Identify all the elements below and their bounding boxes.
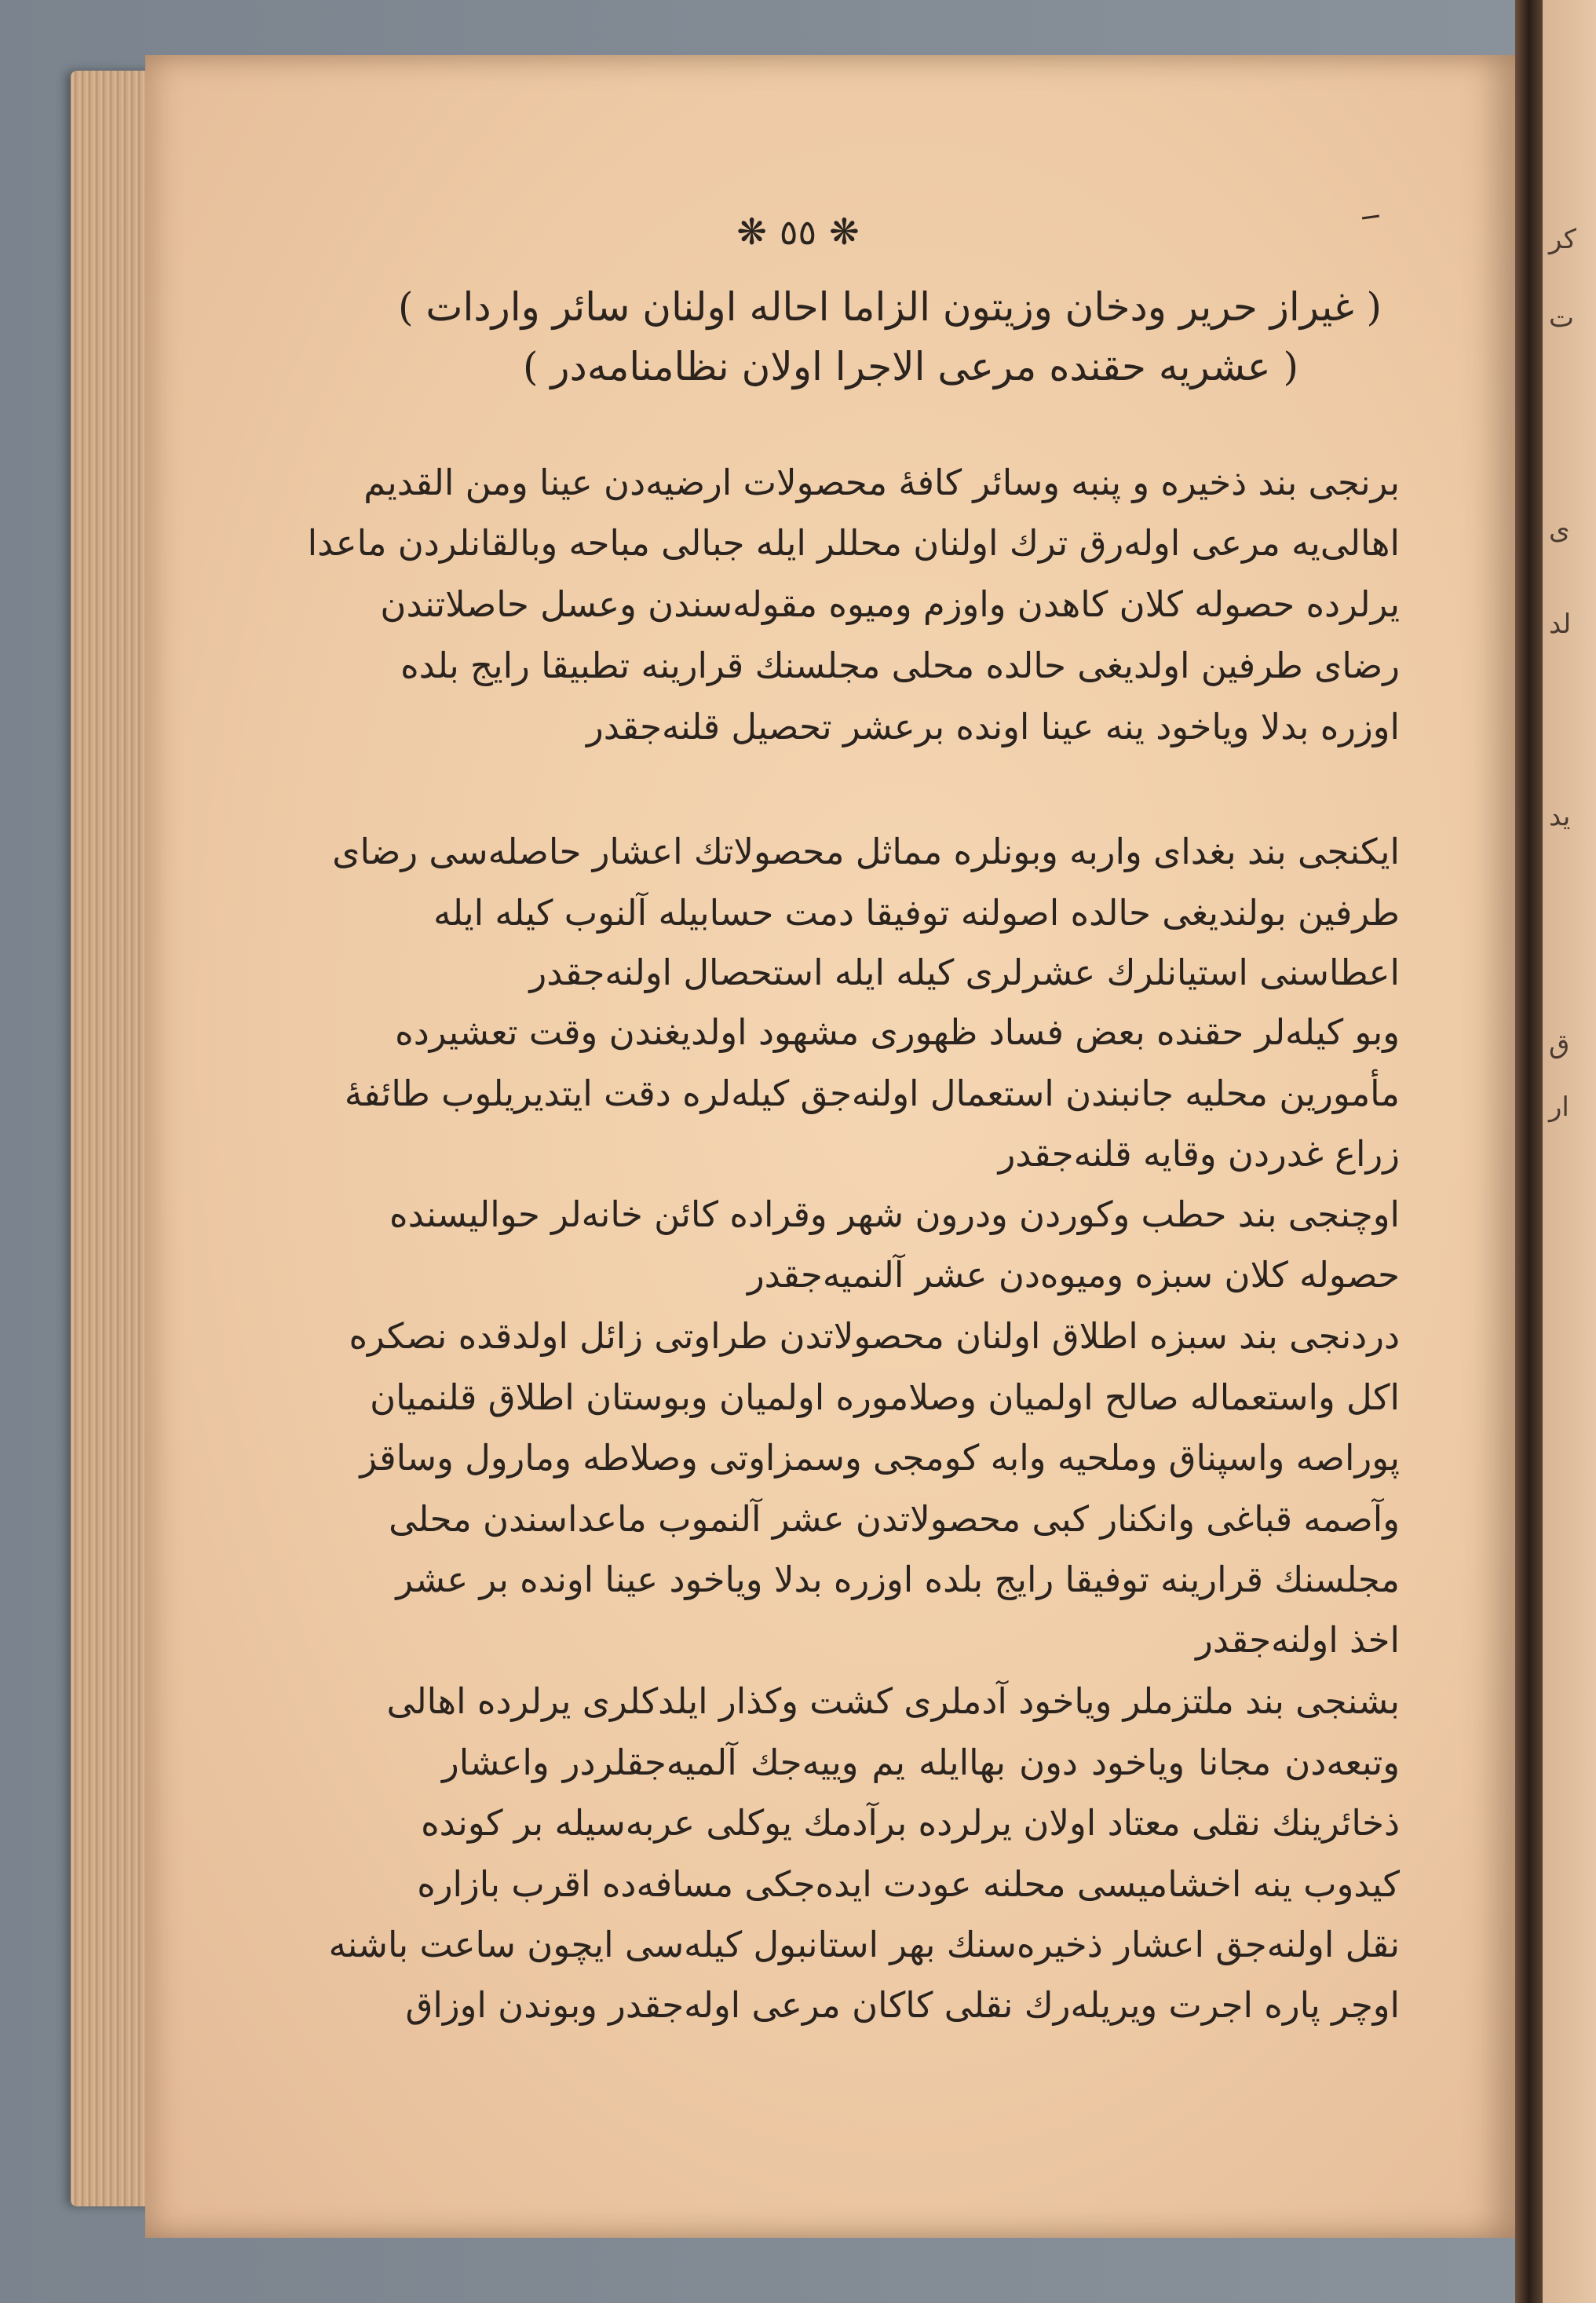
facing-page-fragment: کر [1549, 224, 1576, 255]
text-line: بشنجی بند ملتزملر وياخود آدملری کشت وکذار ایلدکلری یرلرده اهالی [386, 1680, 1400, 1722]
text-line: وتبعه‌دن مجانا وياخود دون بهاایله یم ويیه‌جك آلمیه‌جقلردر واعشار [442, 1742, 1400, 1783]
facing-page-edge [1543, 0, 1596, 2303]
text-line: پوراصه واسپناق وملحیه وابه کومجی وسمزاوتی وصلاطه ومارول وساقز [360, 1437, 1400, 1479]
page-heading-line: ( غیراز حریر ودخان وزیتون الزاما احاله اولنان سائر واردات ) [398, 284, 1382, 330]
text-line: اعطاسنی استیانلرك عشرلری کیله ایله استحصال اولنه‌جقدر [529, 952, 1400, 993]
text-line: زراع غدردن وقایه قلنه‌جقدر [998, 1133, 1400, 1175]
book-gutter [1515, 0, 1543, 2303]
text-line: کیدوب ینه اخشامیسی محلنه عودت ایده‌جکی مسافه‌ده اقرب بازاره [417, 1863, 1400, 1905]
facing-page-fragment: ید [1549, 801, 1571, 832]
text-line: نقل اولنه‌جق اعشار ذخیره‌سنك بهر استانبول کیله‌سی ایچون ساعت باشنه [328, 1924, 1400, 1965]
text-line: وآصمه قباغی وانکنار کبی محصولاتدن عشر آلنموب ماعداسندن محلی [389, 1498, 1400, 1540]
text-line: ذخائرینك نقلی معتاد اولان یرلرده برآدمك یوکلی عربه‌سیله بر کونده [421, 1802, 1400, 1844]
text-line: رضای طرفین اولدیغی حالده محلی مجلسنك قرارینه تطبیقا رایج بلده [400, 645, 1400, 686]
text-line: دردنجی بند سبزه اطلاق اولنان محصولاتدن طراوتی زائل اولدقده نصکره [349, 1315, 1400, 1357]
page-number [0, 210, 1596, 253]
text-line: مأمورین محلیه جانبندن استعمال اولنه‌جق کیله‌لره دقت ایتدیریلوب طائفهٔ [344, 1073, 1400, 1114]
facing-page-fragment: ق [1549, 1029, 1570, 1060]
text-line: اهالی‌یه مرعی اوله‌رق ترك اولنان محللر ایله جبالی مباحه وبالقانلردن ماعدا [307, 522, 1400, 564]
text-line: اوچنجی بند حطب وکوردن ودرون شهر وقراده کائن خانه‌لر حوالیسنده [389, 1194, 1400, 1235]
text-line: اوزره بدلا وياخود ینه عینا اونده برعشر تحصیل قلنه‌جقدر [586, 706, 1400, 748]
ornament-icon: ❋ [736, 210, 767, 253]
facing-page-fragment: ت [1549, 302, 1575, 334]
page-heading-line: ( عشریه حقنده مرعی الاجرا اولان نظامنامه‌در ) [523, 344, 1298, 389]
text-line: حصوله کلان سبزه ومیوه‌دن عشر آلنمیه‌جقدر [747, 1254, 1400, 1296]
facing-page-fragment: ی [1549, 514, 1570, 546]
text-line: وبو کیله‌لر حقنده بعض فساد ظهوری مشهود اولدیغندن وقت تعشیرده [395, 1011, 1400, 1053]
facing-page-fragment: ار [1549, 1091, 1569, 1123]
text-line: مجلسنك قرارینه توفیقا رایج بلده اوزره بدلا وياخود عینا اونده بر عشر [396, 1559, 1400, 1600]
text-line: اخذ اولنه‌جقدر [1196, 1619, 1400, 1661]
text-line: برنجی بند ذخیره و پنبه وسائر کافهٔ محصولات ارضیه‌دن عینا ومن القدیم [363, 462, 1400, 503]
page-number-value: ٥٥ [779, 213, 817, 253]
text-line: اکل واستعماله صالح اولمیان وصلاموره اولمیان وبوستان اطلاق قلنمیان [370, 1376, 1400, 1418]
text-line: طرفین بولندیغی حالده اصولنه توفیقا دمت حسابیله آلنوب کیله ایله [433, 892, 1400, 934]
text-line: ایکنجی بند بغدای واربه وبونلره مماثل محصولاتك اعشار حاصله‌سی رضای [332, 831, 1400, 872]
ornament-icon: ❋ [829, 210, 860, 253]
text-line: یرلرده حصوله کلان کاهدن واوزم ومیوه مقوله‌سندن وعسل حاصلاتندن [380, 583, 1400, 625]
facing-page-fragment: لد [1549, 609, 1572, 640]
text-line: اوچر پاره اجرت ویریله‌رك نقلی کاکان مرعی اوله‌جقدر وبوندن اوزاق [405, 1984, 1400, 2026]
